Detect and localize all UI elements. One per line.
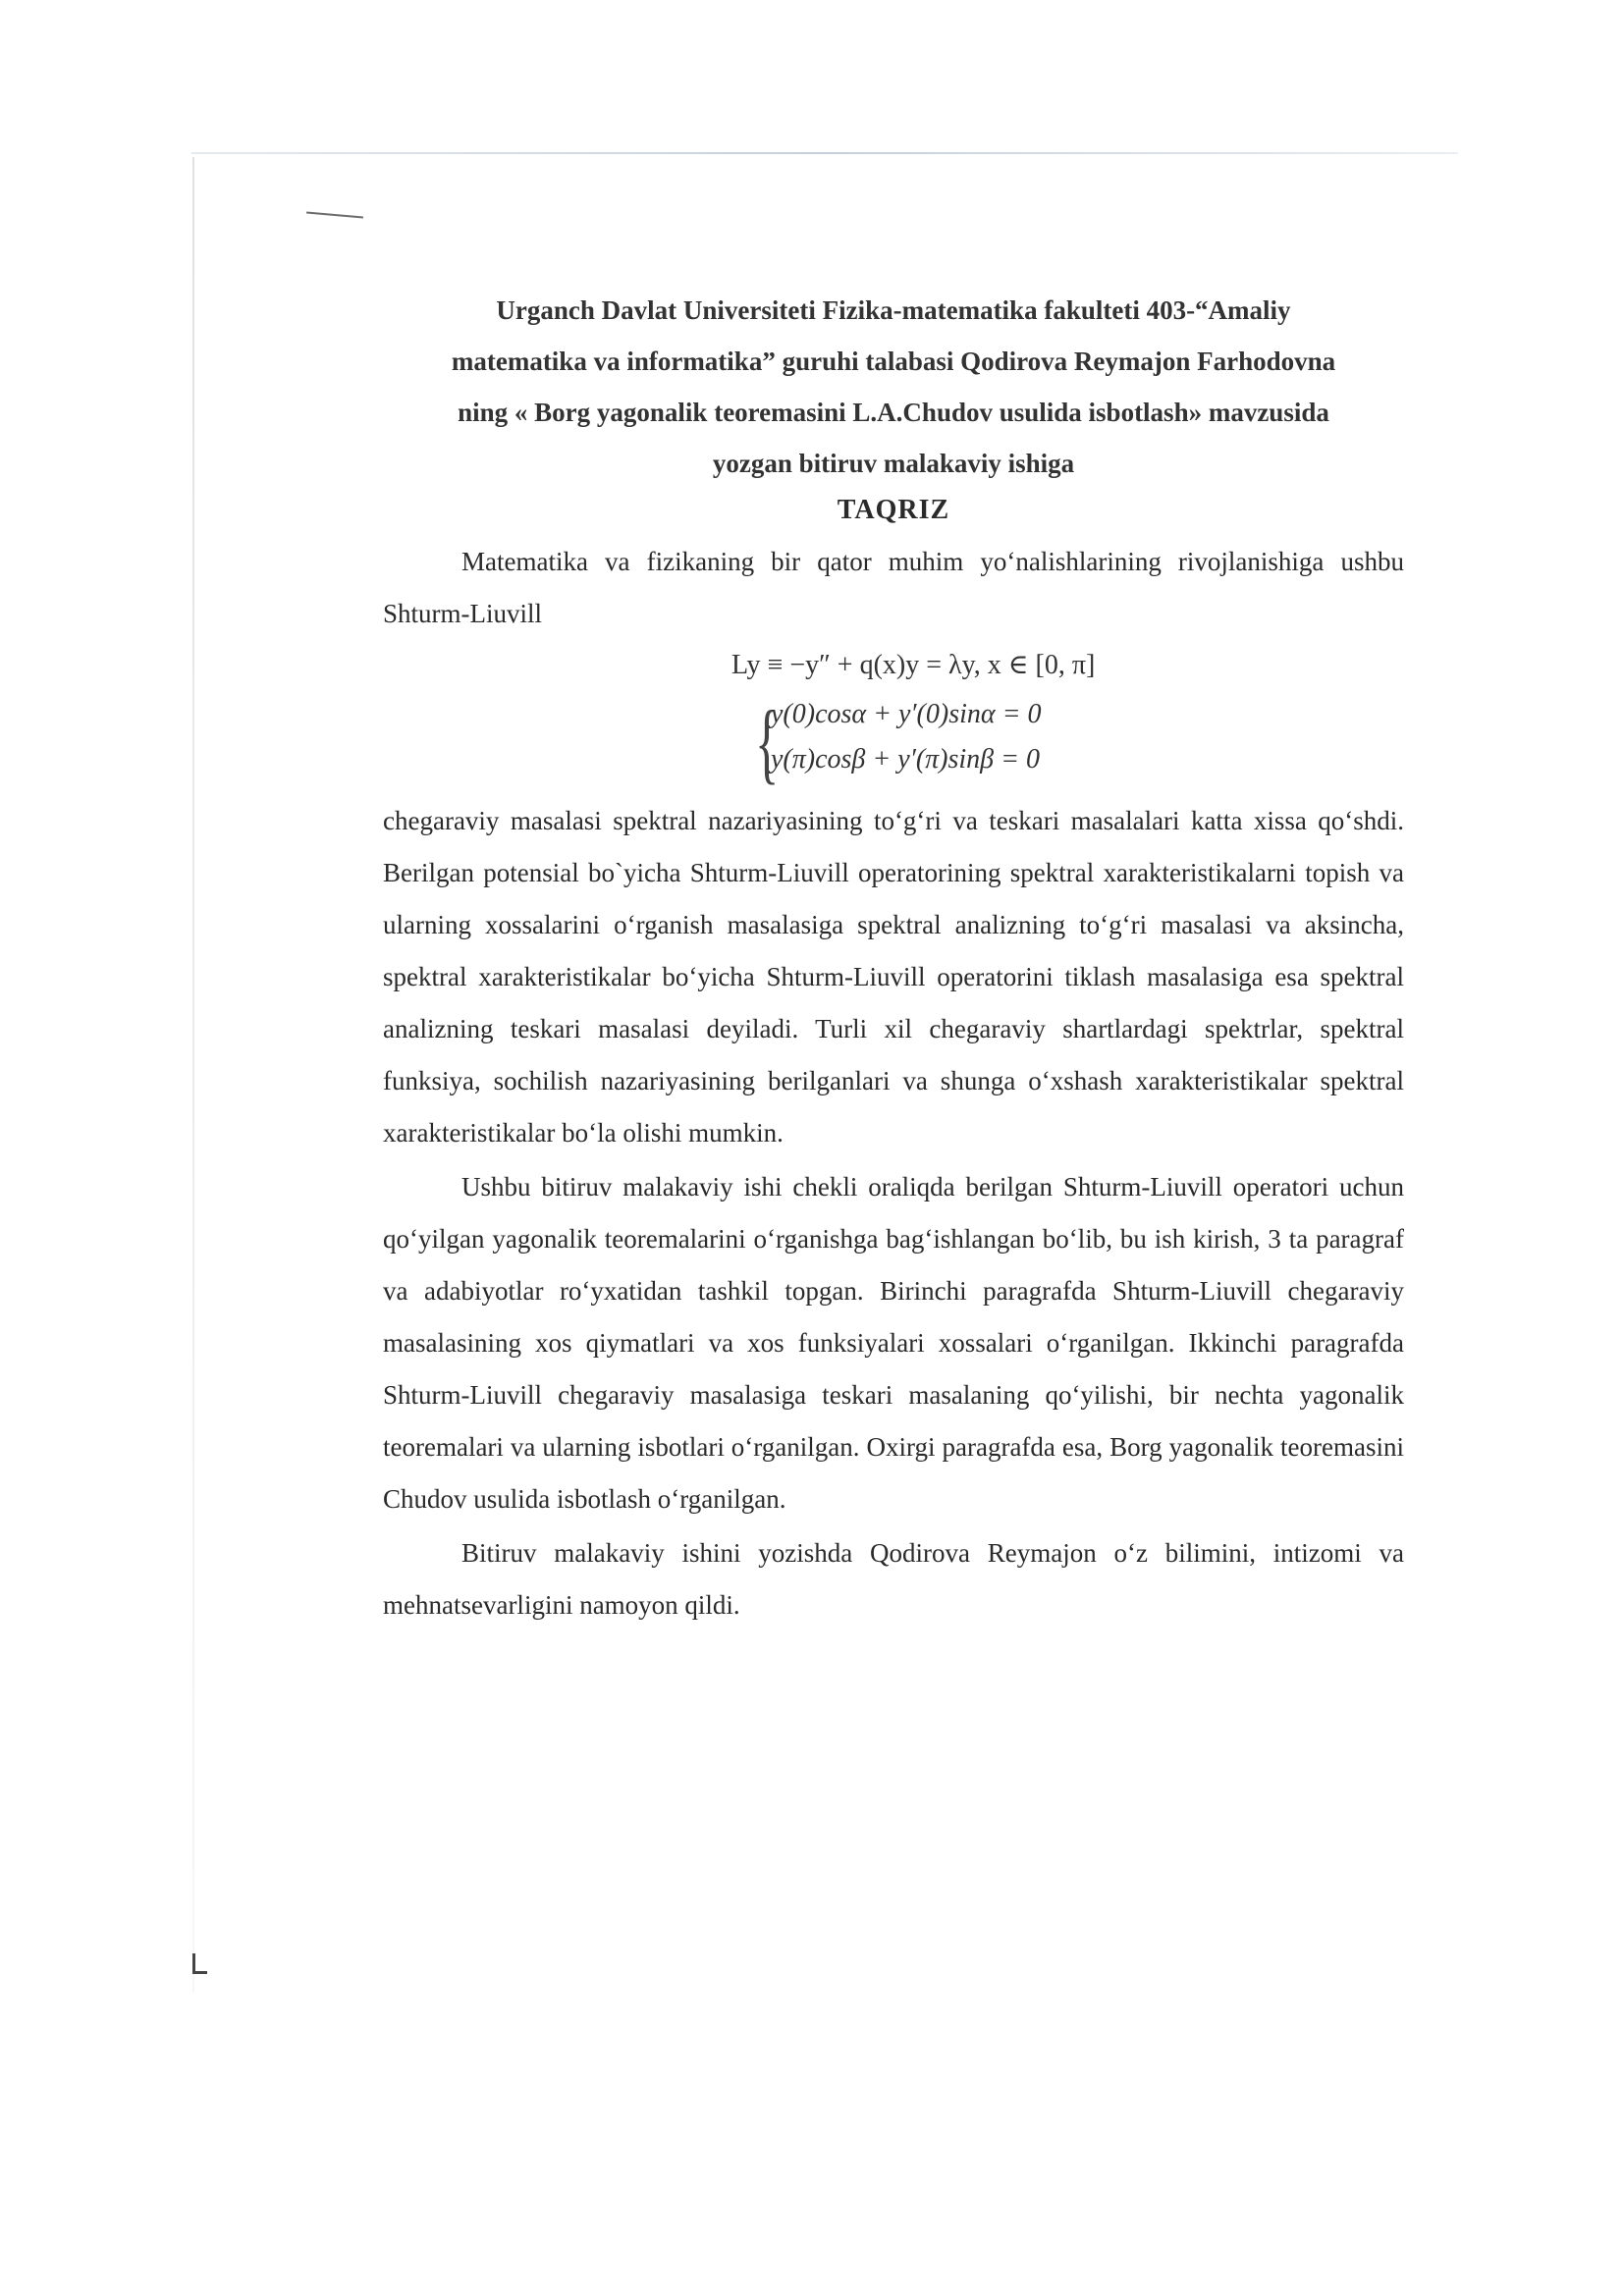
heading-line-2: matematika va informatika” guruhi talabasi Qodirova Reymajon Farhodovna (451, 347, 1336, 376)
paragraph-conclusion: Bitiruv malakaviy ishini yozishda Qodirova Reymajon o‘z bilimini, intizomi va mehnatsevarligini namoyon qildi. (383, 1538, 1404, 1620)
formula-boundary-condition-2: y(π)cosβ + y′(π)sinβ = 0 (771, 744, 1041, 774)
scan-edge-top (191, 152, 1458, 154)
formula-boundary-condition-1: y(0)cosα + y′(0)sinα = 0 (771, 699, 1042, 729)
sturm-liouville-formula (731, 648, 1404, 795)
formula-equation: Ly ≡ −y″ + q(x)y = λy, x ∈ [0, π] (731, 650, 1096, 680)
formula-brace: { (754, 692, 780, 792)
scan-corner-mark (192, 1953, 207, 1974)
heading-line-3: ning « Borg yagonalik teoremasini L.A.Chudov usulida isbotlash» mavzusida (458, 398, 1329, 427)
document-page (383, 285, 1404, 1631)
paragraph-after-formula: chegaraviy masalasi spektral nazariyasining to‘g‘ri va teskari masalalari katta xissa qo‘shdi. Berilgan potensial bo`yicha Shturm-Liuvill operatorining spektral xarakteristikalarni topish va ularning xossalarini o‘rganish masalasiga spektral analizning to‘g‘ri masalasi va aksincha, spektral xarakteristikalar bo‘yicha Shturm-Liuvill operatorini tiklash masalasiga esa spektral analizning teskari masalasi deyiladi. Turli xil chegaraviy shartlardagi spektrlar, spektral funksiya, sochilish nazariyasining berilganlari va shunga o‘xshash xarakteristikalar spektral xarakteristikalar bo‘la olishi mumkin. (383, 806, 1404, 1148)
heading-line-1: Urganch Davlat Universiteti Fizika-matematika fakulteti 403-“Amaliy (496, 295, 1291, 325)
scan-mark (306, 211, 363, 218)
document-title: TAQRIZ (837, 495, 950, 525)
document-heading (383, 285, 1404, 489)
heading-line-4: yozgan bitiruv malakaviy ishiga (712, 449, 1075, 478)
paragraph-intro: Matematika va fizikaning bir qator muhim yo‘nalishlarining rivojlanishiga ushbu Shturm-Liuvill (383, 547, 1404, 628)
scan-edge-left (192, 157, 194, 1993)
paragraph-structure: Ushbu bitiruv malakaviy ishi chekli oraliqda berilgan Shturm-Liuvill operatori uchun qo‘yilgan yagonalik teoremalarini o‘rganishga bag‘ishlangan bo‘lib, bu ish kirish, 3 ta paragraf va adabiyotlar ro‘yxatidan tashkil topgan. Birinchi paragrafda Shturm-Liuvill chegaraviy masalasining xos qiymatlari va xos funksiyalari xossalari o‘rganilgan. Ikkinchi paragrafda Shturm-Liuvill chegaraviy masalasiga teskari masalaning qo‘yilishi, bir nechta yagonalik teoremalari va ularning isbotlari o‘rganilgan. Oxirgi paragrafda esa, Borg yagonalik teoremasini Chudov usulida isbotlash o‘rganilgan. (383, 1172, 1404, 1514)
